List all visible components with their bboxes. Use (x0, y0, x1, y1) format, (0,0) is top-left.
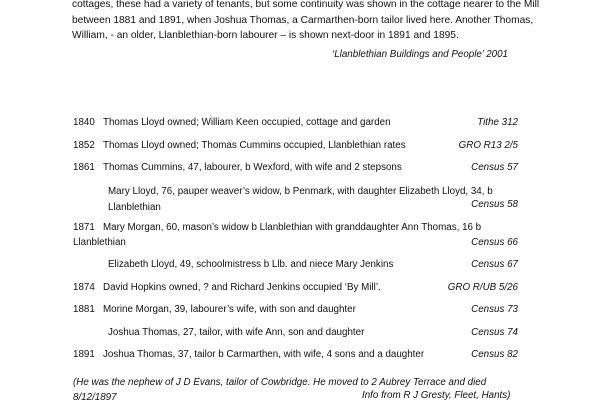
entry-reference: GRO R/UB 5/26 (447, 282, 518, 293)
entry-reference: Census 57 (471, 162, 518, 173)
entry-reference: Census 67 (471, 259, 518, 270)
entry-text-continuation: Llanblethian (73, 237, 126, 248)
entry-reference: Census 82 (471, 349, 518, 360)
entry-reference: GRO R13 2/5 (458, 140, 518, 151)
entry-reference: Census 58 (471, 199, 518, 210)
footnote-info-source: Info from R J Gresty, Fleet, Hants) (362, 390, 511, 401)
entry-year: 1881 (73, 304, 95, 315)
entry-text: Thomas Lloyd owned; William Keen occupied, cottage and garden (103, 117, 391, 128)
entry-text: Thomas Cummins, 47, labourer, b Wexford, with wife and 2 stepsons (103, 162, 402, 173)
entry-text: Morine Morgan, 39, labourer’s wife, with son and daughter (103, 304, 356, 315)
entry-reference: Census 66 (471, 237, 518, 248)
intro-paragraph: cottages, these had a variety of tenants, but some continuity was shown in the cottage nearer to the Mill between 1881 and 1891, when Joshua Thomas, a Carmarthen-born tailor lived here. Another Thomas, William, - an older, Llanblethian-born labourer – is shown next-door in 1891 and 1895. (72, 0, 540, 41)
entry-year: 1861 (73, 162, 95, 173)
entry-text: Thomas Lloyd owned; Thomas Cummins occupied, Llanblethian rates (103, 140, 406, 151)
entry-year: 1891 (73, 349, 95, 360)
entry-reference: Census 73 (471, 304, 518, 315)
entry-year: 1871 (73, 222, 95, 233)
entry-text: Mary Lloyd, 76, pauper weaver’s widow, b Penmark, with daughter Elizabeth Lloyd, 34, b Llanblethian (108, 186, 493, 213)
entry-year: 1852 (73, 140, 95, 151)
entry-year: 1874 (73, 282, 95, 293)
footnote: (He was the nephew of J D Evans, tailor of Cowbridge. He moved to 2 Aubrey Terrace and died 8/12/1897 (73, 377, 487, 403)
entry-text: Joshua Thomas, 37, tailor b Carmarthen, with wife, 4 sons and a daughter (103, 349, 425, 360)
entry-reference: Census 74 (471, 327, 518, 338)
entry-text: Joshua Thomas, 27, tailor, with wife Ann, son and daughter (108, 327, 365, 338)
entry-text: Mary Morgan, 60, mason’s widow b Llanblethian with granddaughter Ann Thomas, 16 b (103, 222, 482, 233)
entry-year: 1840 (73, 117, 95, 128)
source-citation: ‘Llanblethian Buildings and People’ 2001 (332, 49, 508, 60)
entry-text: David Hopkins owned, ? and Richard Jenkins occupied ‘By Mill’. (103, 282, 381, 293)
entry-reference: Tithe 312 (477, 117, 518, 128)
entry-text: Elizabeth Lloyd, 49, schoolmistress b Llb. and niece Mary Jenkins (108, 259, 394, 270)
